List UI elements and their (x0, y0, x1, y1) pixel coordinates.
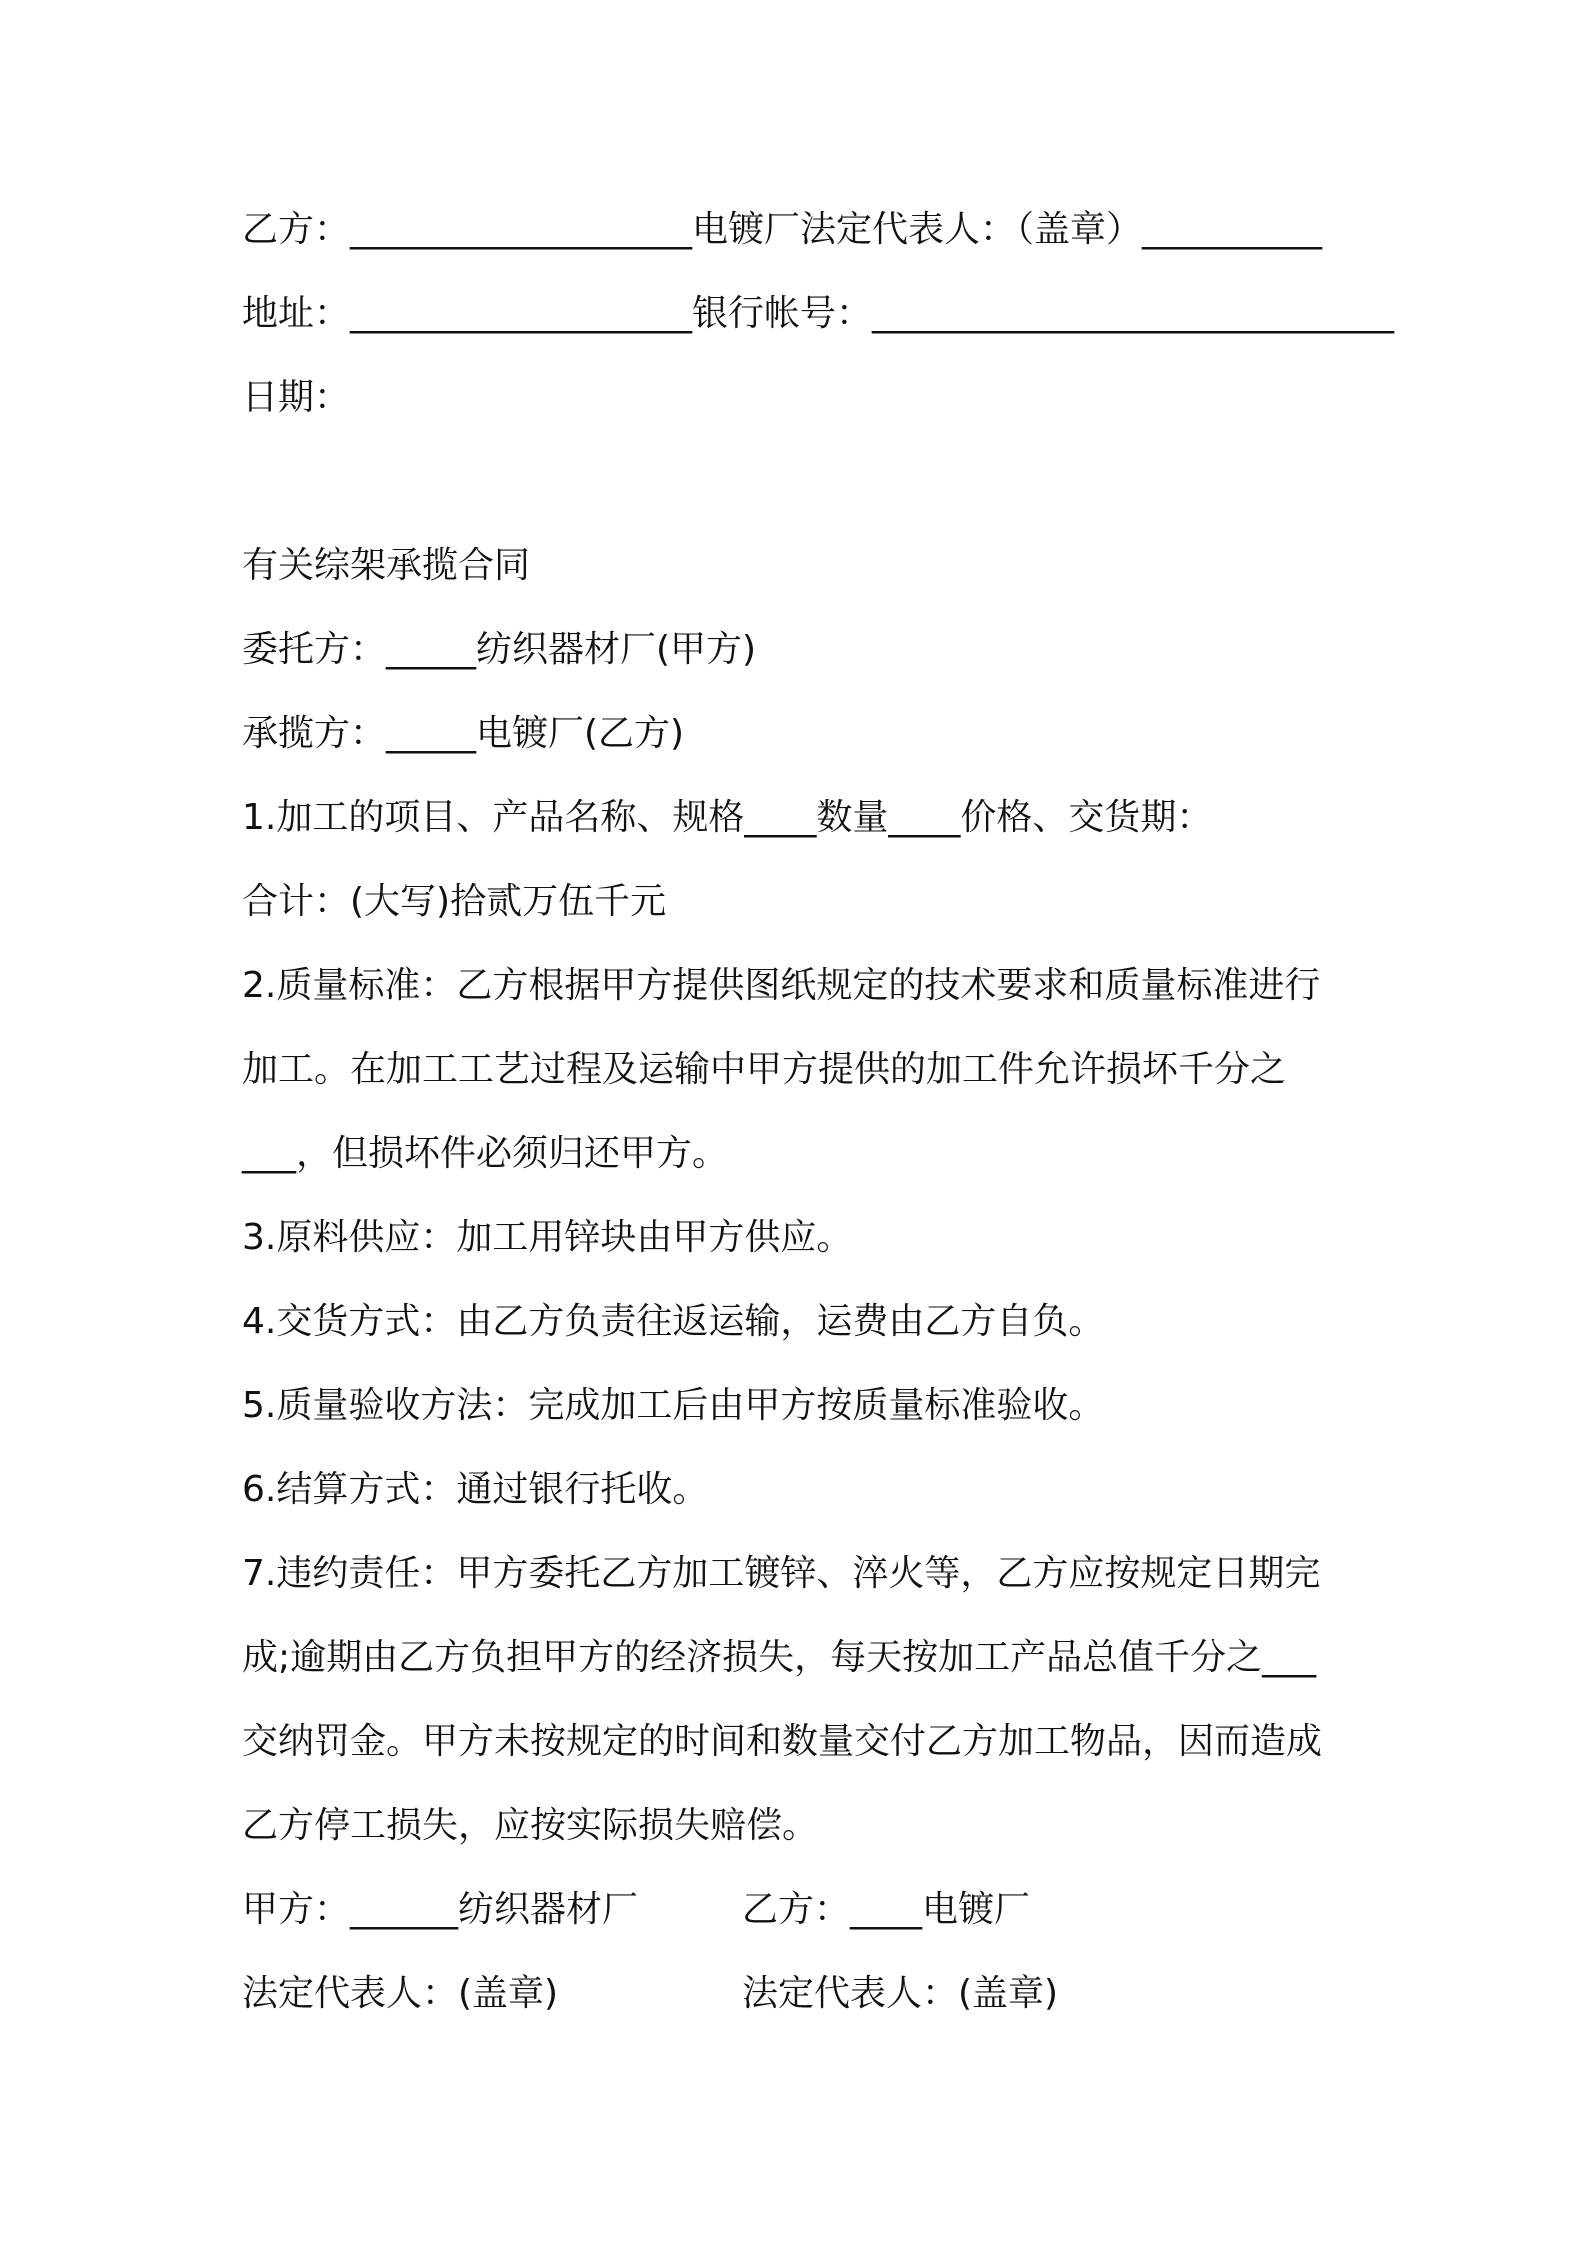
clause-line: 加工。在加工工艺过程及运输中甲方提供的加工件允许损坏千分之 (242, 1049, 1287, 1090)
signature-party-b: 乙方：____电镀厂 (742, 1889, 1031, 1930)
clause-line: 1.加工的项目、产品名称、规格____数量____价格、交货期： (242, 797, 1213, 838)
clause-line: ___，但损坏件必须归还甲方。 (242, 1133, 729, 1174)
party-b-line: 乙方：___________________电镀厂法定代表人：（盖章）__________ (242, 209, 1323, 250)
client-line: 委托方：_____纺织器材厂(甲方) (242, 629, 757, 670)
clause-line: 4.交货方式：由乙方负责往返运输，运费由乙方自负。 (242, 1301, 1105, 1342)
contractor-line: 承揽方：_____电镀厂(乙方) (242, 713, 685, 754)
clause-line: 5.质量验收方法：完成加工后由甲方按质量标准验收。 (242, 1385, 1105, 1426)
signature-party-a: 甲方：______纺织器材厂 (242, 1889, 639, 1930)
date-line: 日期： (242, 377, 351, 418)
clause-line: 2.质量标准：乙方根据甲方提供图纸规定的技术要求和质量标准进行 (242, 965, 1321, 1006)
signature-rep-b: 法定代表人：(盖章) (742, 1973, 1059, 2014)
clause-line: 3.原料供应：加工用锌块由甲方供应。 (242, 1217, 853, 1258)
contract-title: 有关综架承揽合同 (242, 545, 531, 586)
signature-rep-a: 法定代表人：(盖章) (242, 1973, 559, 2014)
clause-line: 交纳罚金。甲方未按规定的时间和数量交付乙方加工物品，因而造成 (242, 1721, 1323, 1762)
clause-line: 合计：(大写)拾贰万伍千元 (242, 881, 667, 922)
clause-line: 7.违约责任：甲方委托乙方加工镀锌、淬火等，乙方应按规定日期完 (242, 1553, 1321, 1594)
clause-line: 6.结算方式：通过银行托收。 (242, 1469, 709, 1510)
clause-line: 成;逾期由乙方负担甲方的经济损失，每天按加工产品总值千分之___ (242, 1637, 1317, 1678)
address-line: 地址：___________________银行帐号：_____________________________ (242, 293, 1395, 334)
clause-line: 乙方停工损失，应按实际损失赔偿。 (242, 1805, 819, 1846)
